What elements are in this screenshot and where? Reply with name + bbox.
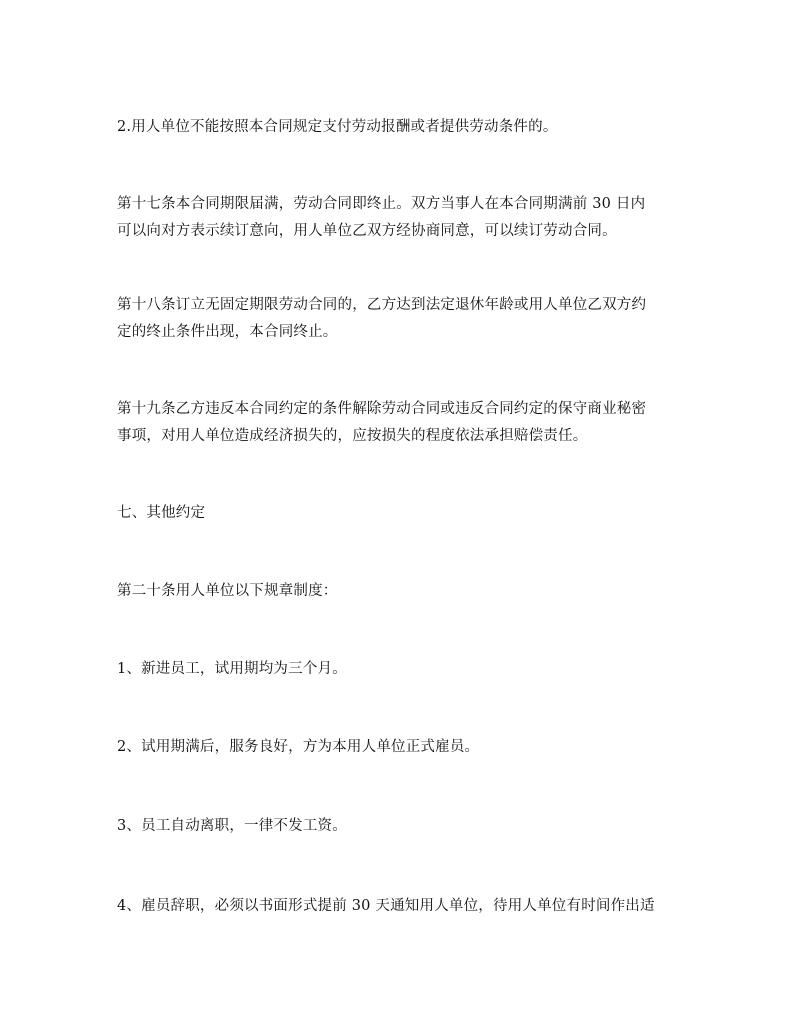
paragraph-line: 第二十条用人单位以下规章制度：	[117, 583, 338, 599]
list-item-rule-1	[117, 656, 689, 683]
paragraph-article-20	[117, 578, 689, 605]
paragraph-line: 第十八条订立无固定期限劳动合同的，乙方达到法定退休年龄或用人单位乙双方约	[117, 297, 647, 313]
list-item-rule-3	[117, 813, 689, 840]
paragraph-item-2-termination-condition	[117, 114, 689, 141]
heading-line: 七、其他约定	[117, 505, 206, 521]
paragraph-line: 4、雇员辞职，必须以书面形式提前 30 天通知用人单位，待用人单位有时间作出适	[117, 898, 655, 914]
paragraph-line: 1、新进员工，试用期均为三个月。	[117, 661, 347, 677]
list-item-rule-4	[117, 893, 689, 920]
paragraph-line: 第十七条本合同期限届满，劳动合同即终止。双方当事人在本合同期满前 30 日内	[117, 196, 646, 212]
paragraph-line: 第十九条乙方违反本合同约定的条件解除劳动合同或违反合同约定的保守商业秘密	[117, 401, 647, 417]
paragraph-line: 3、员工自动离职，一律不发工资。	[117, 818, 347, 834]
paragraph-line: 定的终止条件出现，本合同终止。	[117, 324, 338, 340]
paragraph-line: 2、试用期满后，服务良好，方为本用人单位正式雇员。	[117, 739, 480, 755]
list-item-rule-2	[117, 734, 689, 761]
paragraph-article-19	[117, 396, 689, 450]
paragraph-article-17	[117, 191, 689, 245]
paragraph-line: 事项，对用人单位造成经济损失的，应按损失的程度依法承担赔偿责任。	[117, 428, 588, 444]
paragraph-line: 2.用人单位不能按照本合同规定支付劳动报酬或者提供劳动条件的。	[117, 119, 558, 135]
section-heading-other-agreements	[117, 500, 689, 527]
paragraph-article-18	[117, 292, 689, 346]
paragraph-line: 可以向对方表示续订意向，用人单位乙双方经协商同意，可以续订劳动合同。	[117, 223, 617, 239]
